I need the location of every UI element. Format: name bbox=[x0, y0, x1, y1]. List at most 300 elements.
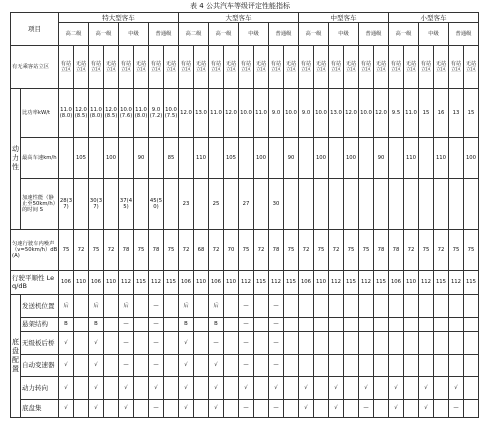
value-cell: 106 bbox=[389, 270, 404, 295]
value-cell bbox=[314, 399, 329, 417]
group-header: 小型客车 bbox=[389, 13, 479, 23]
value-cell bbox=[434, 332, 449, 355]
value-cell bbox=[329, 137, 344, 178]
standing-header: 无站立区 bbox=[134, 45, 149, 88]
value-cell: 106 bbox=[209, 270, 224, 295]
value-cell: 16 bbox=[434, 88, 449, 137]
value-cell: — bbox=[449, 399, 464, 417]
value-cell: — bbox=[119, 332, 134, 355]
value-cell bbox=[179, 137, 194, 178]
value-cell: 10.0 bbox=[359, 88, 374, 137]
value-cell: 110 bbox=[434, 137, 449, 178]
value-cell bbox=[164, 354, 179, 377]
value-cell: √ bbox=[179, 332, 194, 355]
grade-header: 高二级 bbox=[59, 23, 89, 46]
value-cell: 37(45) bbox=[119, 178, 134, 229]
value-cell: 23 bbox=[179, 178, 194, 229]
standing-header: 无站立区 bbox=[254, 45, 269, 88]
table-row bbox=[11, 229, 479, 270]
value-cell bbox=[464, 399, 479, 417]
value-cell: 75 bbox=[134, 229, 149, 270]
value-cell: √ bbox=[179, 399, 194, 417]
value-cell bbox=[314, 354, 329, 377]
value-cell bbox=[464, 332, 479, 355]
value-cell bbox=[89, 137, 104, 178]
value-cell: 9.0(7.2) bbox=[149, 88, 164, 137]
value-cell: 72 bbox=[404, 229, 419, 270]
value-cell: 10.0 bbox=[239, 88, 254, 137]
value-cell bbox=[254, 377, 269, 400]
value-cell bbox=[224, 377, 239, 400]
standing-header: 有站立区 bbox=[149, 45, 164, 88]
value-cell: √ bbox=[179, 377, 194, 400]
value-cell: 27 bbox=[239, 178, 254, 229]
value-cell: 11.0(8.0) bbox=[89, 88, 104, 137]
value-cell: — bbox=[239, 399, 254, 417]
value-cell: 110 bbox=[224, 270, 239, 295]
standing-header: 有站立区 bbox=[269, 45, 284, 88]
value-cell bbox=[224, 354, 239, 377]
table-title: 表 4 公共汽车等级评定性能指标 bbox=[190, 2, 290, 10]
value-cell bbox=[239, 137, 254, 178]
value-cell bbox=[224, 295, 239, 318]
row-label: 自动变速器 bbox=[21, 354, 59, 377]
value-cell: B bbox=[59, 317, 74, 331]
grading-table bbox=[10, 12, 479, 418]
value-cell bbox=[404, 354, 419, 377]
value-cell bbox=[419, 295, 434, 318]
value-cell: 78 bbox=[389, 229, 404, 270]
value-cell bbox=[59, 137, 74, 178]
value-cell bbox=[224, 317, 239, 331]
value-cell bbox=[299, 354, 314, 377]
standing-header: 有站立区 bbox=[119, 45, 134, 88]
value-cell: 115 bbox=[164, 270, 179, 295]
value-cell: — bbox=[239, 332, 254, 355]
value-cell: 110 bbox=[194, 137, 209, 178]
group-header: 中型客车 bbox=[299, 13, 389, 23]
value-cell: 78 bbox=[119, 229, 134, 270]
value-cell bbox=[254, 332, 269, 355]
standing-header: 无站立区 bbox=[464, 45, 479, 88]
value-cell bbox=[284, 178, 299, 229]
value-cell: 110 bbox=[314, 270, 329, 295]
value-cell bbox=[194, 178, 209, 229]
value-cell: √ bbox=[269, 377, 284, 400]
value-cell bbox=[434, 399, 449, 417]
value-cell: 75 bbox=[239, 229, 254, 270]
value-cell: 112 bbox=[419, 270, 434, 295]
grade-header: 中级 bbox=[119, 23, 149, 46]
value-cell: 10.0(7.6) bbox=[119, 88, 134, 137]
value-cell: 15 bbox=[419, 88, 434, 137]
value-cell: √ bbox=[209, 354, 224, 377]
value-cell bbox=[449, 332, 464, 355]
grade-header: 普通级 bbox=[149, 23, 179, 46]
value-cell bbox=[374, 377, 389, 400]
value-cell bbox=[119, 137, 134, 178]
value-cell: 72 bbox=[74, 229, 89, 270]
value-cell: 100 bbox=[344, 137, 359, 178]
value-cell bbox=[464, 295, 479, 318]
value-cell bbox=[344, 354, 359, 377]
grade-header: 普通级 bbox=[359, 23, 389, 46]
value-cell bbox=[299, 317, 314, 331]
value-cell: — bbox=[269, 332, 284, 355]
value-cell: 11.0(8.0) bbox=[59, 88, 74, 137]
value-cell bbox=[164, 178, 179, 229]
standing-header: 有站立区 bbox=[59, 45, 74, 88]
value-cell bbox=[254, 399, 269, 417]
group-header: 大型客车 bbox=[179, 13, 299, 23]
value-cell: √ bbox=[329, 399, 344, 417]
row-label: 最高车速km/h bbox=[21, 137, 59, 178]
value-cell bbox=[404, 295, 419, 318]
value-cell bbox=[404, 178, 419, 229]
value-cell bbox=[404, 399, 419, 417]
value-cell bbox=[134, 178, 149, 229]
table-row bbox=[11, 295, 479, 318]
value-cell bbox=[449, 354, 464, 377]
value-cell: √ bbox=[419, 399, 434, 417]
value-cell bbox=[374, 317, 389, 331]
standing-header: 有站立区 bbox=[239, 45, 254, 88]
value-cell bbox=[464, 317, 479, 331]
value-cell bbox=[404, 317, 419, 331]
table-row bbox=[11, 399, 479, 417]
value-cell: 115 bbox=[344, 270, 359, 295]
value-cell: 72 bbox=[179, 229, 194, 270]
value-cell: 75 bbox=[464, 229, 479, 270]
value-cell bbox=[74, 354, 89, 377]
value-cell: √ bbox=[329, 377, 344, 400]
value-cell bbox=[284, 332, 299, 355]
value-cell bbox=[389, 332, 404, 355]
value-cell bbox=[254, 317, 269, 331]
value-cell: 68 bbox=[194, 229, 209, 270]
value-cell bbox=[74, 377, 89, 400]
value-cell: — bbox=[239, 317, 254, 331]
value-cell: √ bbox=[119, 399, 134, 417]
value-cell: √ bbox=[59, 399, 74, 417]
value-cell bbox=[134, 377, 149, 400]
value-cell: 12.0 bbox=[224, 88, 239, 137]
value-cell: 后 bbox=[59, 295, 74, 318]
value-cell: 90 bbox=[374, 137, 389, 178]
table-row bbox=[11, 317, 479, 331]
value-cell bbox=[104, 178, 119, 229]
standing-header: 无站立区 bbox=[104, 45, 119, 88]
value-cell bbox=[134, 332, 149, 355]
value-cell bbox=[74, 399, 89, 417]
value-cell: 75 bbox=[449, 229, 464, 270]
value-cell bbox=[344, 295, 359, 318]
value-cell: 75 bbox=[164, 229, 179, 270]
value-cell bbox=[359, 317, 374, 331]
value-cell bbox=[449, 295, 464, 318]
grade-header: 中级 bbox=[239, 23, 269, 46]
value-cell bbox=[104, 399, 119, 417]
value-cell: √ bbox=[449, 377, 464, 400]
value-cell bbox=[389, 295, 404, 318]
value-cell: 105 bbox=[74, 137, 89, 178]
group-header: 特大型客车 bbox=[59, 13, 179, 23]
value-cell bbox=[74, 178, 89, 229]
value-cell: 12.0 bbox=[344, 88, 359, 137]
value-cell bbox=[314, 178, 329, 229]
value-cell: 106 bbox=[89, 270, 104, 295]
value-cell: 78 bbox=[374, 229, 389, 270]
value-cell: 100 bbox=[464, 137, 479, 178]
standing-header: 有站立区 bbox=[449, 45, 464, 88]
value-cell: 85 bbox=[164, 137, 179, 178]
value-cell bbox=[149, 137, 164, 178]
row-label: 比功率kW/t bbox=[21, 88, 59, 137]
table-row bbox=[11, 270, 479, 295]
value-cell bbox=[359, 332, 374, 355]
grade-header: 中级 bbox=[329, 23, 359, 46]
value-cell: 后 bbox=[209, 295, 224, 318]
value-cell: 75 bbox=[89, 229, 104, 270]
value-cell: — bbox=[239, 295, 254, 318]
value-cell bbox=[164, 295, 179, 318]
value-cell: — bbox=[269, 317, 284, 331]
value-cell bbox=[284, 317, 299, 331]
value-cell: 后 bbox=[119, 295, 134, 318]
value-cell bbox=[374, 178, 389, 229]
value-cell: 70 bbox=[224, 229, 239, 270]
standing-header: 有站立区 bbox=[329, 45, 344, 88]
value-cell bbox=[359, 354, 374, 377]
value-cell: √ bbox=[299, 377, 314, 400]
standing-header: 有站立区 bbox=[359, 45, 374, 88]
value-cell: √ bbox=[59, 377, 74, 400]
value-cell: — bbox=[149, 399, 164, 417]
value-cell: B bbox=[179, 317, 194, 331]
ride-label: 行驶平顺性 Leq/dB bbox=[11, 270, 59, 295]
value-cell bbox=[104, 317, 119, 331]
value-cell bbox=[434, 317, 449, 331]
row-label: 发送机位置 bbox=[21, 295, 59, 318]
value-cell: 72 bbox=[254, 229, 269, 270]
value-cell bbox=[194, 354, 209, 377]
value-cell bbox=[224, 178, 239, 229]
value-cell: — bbox=[359, 399, 374, 417]
value-cell: √ bbox=[89, 377, 104, 400]
standing-header: 无站立区 bbox=[284, 45, 299, 88]
value-cell bbox=[344, 377, 359, 400]
value-cell bbox=[104, 295, 119, 318]
standing-header: 无站立区 bbox=[374, 45, 389, 88]
value-cell bbox=[194, 317, 209, 331]
value-cell bbox=[374, 332, 389, 355]
value-cell: 72 bbox=[209, 229, 224, 270]
value-cell bbox=[164, 332, 179, 355]
row-label: 加速性能（静止至50km/h）的时间 S bbox=[21, 178, 59, 229]
table-row bbox=[11, 377, 479, 400]
value-cell: 112 bbox=[449, 270, 464, 295]
standing-header: 有站立区 bbox=[179, 45, 194, 88]
value-cell: 后 bbox=[89, 295, 104, 318]
value-cell: 105 bbox=[224, 137, 239, 178]
value-cell: 13.0 bbox=[329, 88, 344, 137]
value-cell: 78 bbox=[269, 229, 284, 270]
value-cell bbox=[74, 332, 89, 355]
value-cell: 28(37) bbox=[59, 178, 74, 229]
value-cell: 100 bbox=[254, 137, 269, 178]
value-cell: √ bbox=[419, 377, 434, 400]
value-cell bbox=[419, 332, 434, 355]
value-cell: 100 bbox=[104, 137, 119, 178]
value-cell: 75 bbox=[59, 229, 74, 270]
grade-header: 普通级 bbox=[269, 23, 299, 46]
value-cell bbox=[284, 399, 299, 417]
value-cell: 75 bbox=[359, 229, 374, 270]
table-row bbox=[11, 45, 479, 88]
value-cell bbox=[359, 295, 374, 318]
standing-header: 有站立区 bbox=[419, 45, 434, 88]
value-cell bbox=[104, 377, 119, 400]
value-cell: 115 bbox=[254, 270, 269, 295]
value-cell bbox=[419, 137, 434, 178]
value-cell: 112 bbox=[269, 270, 284, 295]
value-cell bbox=[74, 317, 89, 331]
grade-header: 普通级 bbox=[449, 23, 479, 46]
value-cell: 后 bbox=[179, 295, 194, 318]
value-cell bbox=[164, 377, 179, 400]
value-cell: 112 bbox=[149, 270, 164, 295]
value-cell bbox=[419, 317, 434, 331]
noise-label: 匀速行驶车内噪声（v=50km/h）dB(A) bbox=[11, 229, 59, 270]
value-cell bbox=[194, 399, 209, 417]
value-cell bbox=[344, 332, 359, 355]
value-cell: √ bbox=[89, 332, 104, 355]
value-cell: 110 bbox=[74, 270, 89, 295]
grade-header: 高一级 bbox=[299, 23, 329, 46]
value-cell bbox=[389, 137, 404, 178]
value-cell: √ bbox=[209, 377, 224, 400]
value-cell: √ bbox=[149, 377, 164, 400]
value-cell: √ bbox=[89, 399, 104, 417]
value-cell bbox=[134, 295, 149, 318]
row-label: 动力转向 bbox=[21, 377, 59, 400]
value-cell bbox=[314, 295, 329, 318]
value-cell: √ bbox=[389, 377, 404, 400]
value-cell: 110 bbox=[404, 137, 419, 178]
value-cell: — bbox=[269, 399, 284, 417]
value-cell: 115 bbox=[284, 270, 299, 295]
value-cell: 112 bbox=[329, 270, 344, 295]
value-cell: 72 bbox=[434, 229, 449, 270]
value-cell: 15 bbox=[464, 88, 479, 137]
value-cell: 75 bbox=[314, 229, 329, 270]
value-cell: √ bbox=[209, 399, 224, 417]
value-cell bbox=[374, 399, 389, 417]
table-row bbox=[11, 88, 479, 137]
value-cell: √ bbox=[59, 332, 74, 355]
value-cell: 72 bbox=[299, 229, 314, 270]
value-cell: 90 bbox=[284, 137, 299, 178]
value-cell: 115 bbox=[434, 270, 449, 295]
value-cell: 106 bbox=[179, 270, 194, 295]
value-cell bbox=[374, 295, 389, 318]
value-cell bbox=[134, 317, 149, 331]
standing-header: 有站立区 bbox=[89, 45, 104, 88]
value-cell bbox=[344, 178, 359, 229]
value-cell bbox=[209, 137, 224, 178]
row-label: 无级板后桥 bbox=[21, 332, 59, 355]
value-cell bbox=[329, 317, 344, 331]
value-cell bbox=[299, 137, 314, 178]
standing-header: 有站立区 bbox=[209, 45, 224, 88]
value-cell bbox=[164, 399, 179, 417]
value-cell: — bbox=[239, 354, 254, 377]
value-cell bbox=[299, 295, 314, 318]
value-cell: — bbox=[269, 354, 284, 377]
value-cell: 12.0 bbox=[179, 88, 194, 137]
value-cell bbox=[359, 178, 374, 229]
table-row bbox=[11, 178, 479, 229]
value-cell bbox=[254, 354, 269, 377]
value-cell bbox=[419, 178, 434, 229]
value-cell: 13.0 bbox=[194, 88, 209, 137]
value-cell bbox=[164, 317, 179, 331]
value-cell bbox=[284, 295, 299, 318]
grade-header: 高一级 bbox=[89, 23, 119, 46]
value-cell: 115 bbox=[134, 270, 149, 295]
value-cell bbox=[299, 332, 314, 355]
value-cell bbox=[419, 354, 434, 377]
value-cell bbox=[449, 137, 464, 178]
value-cell bbox=[194, 377, 209, 400]
value-cell: 9.0 bbox=[299, 88, 314, 137]
value-cell bbox=[134, 354, 149, 377]
standing-header: 有站立区 bbox=[299, 45, 314, 88]
value-cell: √ bbox=[299, 399, 314, 417]
value-cell bbox=[404, 377, 419, 400]
row-label: 底盘集 bbox=[21, 399, 59, 417]
standing-header: 无站立区 bbox=[74, 45, 89, 88]
row-label: 悬架结构 bbox=[21, 317, 59, 331]
value-cell: — bbox=[119, 354, 134, 377]
value-cell: — bbox=[269, 295, 284, 318]
value-cell: 11.0 bbox=[254, 88, 269, 137]
value-cell bbox=[194, 295, 209, 318]
value-cell bbox=[389, 317, 404, 331]
grade-header: 高一级 bbox=[389, 23, 419, 46]
value-cell: 30 bbox=[269, 178, 284, 229]
grade-header: 高一级 bbox=[209, 23, 239, 46]
value-cell bbox=[254, 178, 269, 229]
value-cell: 110 bbox=[104, 270, 119, 295]
standing-header: 无站立区 bbox=[164, 45, 179, 88]
value-cell: — bbox=[149, 317, 164, 331]
value-cell bbox=[314, 317, 329, 331]
value-cell bbox=[329, 332, 344, 355]
value-cell: 12.0 bbox=[374, 88, 389, 137]
value-cell: 75 bbox=[419, 229, 434, 270]
grade-header: 高二级 bbox=[179, 23, 209, 46]
standing-header: 无站立区 bbox=[404, 45, 419, 88]
value-cell: 25 bbox=[209, 178, 224, 229]
value-cell bbox=[224, 332, 239, 355]
standing-header: 无站立区 bbox=[194, 45, 209, 88]
value-cell bbox=[104, 354, 119, 377]
value-cell: 106 bbox=[59, 270, 74, 295]
standing-header: 无站立区 bbox=[314, 45, 329, 88]
value-cell: 110 bbox=[194, 270, 209, 295]
value-cell: 75 bbox=[284, 229, 299, 270]
